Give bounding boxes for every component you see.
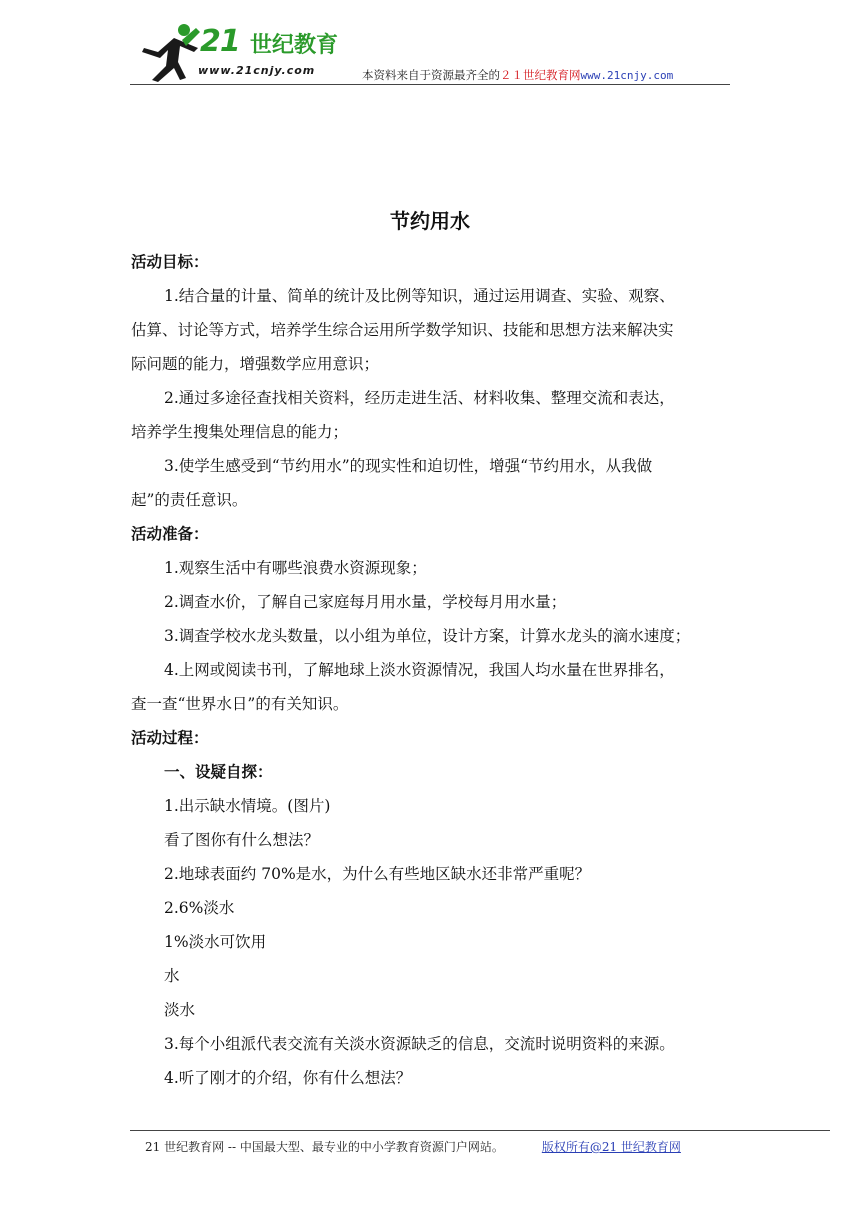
- footer-text: 21 世纪教育网 -- 中国最大型、最专业的中小学教育资源门户网站。: [145, 1140, 504, 1154]
- paragraph-line: 际问题的能力，增强数学应用意识；: [131, 355, 380, 373]
- site-logo[interactable]: [138, 22, 338, 84]
- header-note: [362, 67, 673, 83]
- header-site-name[interactable]: ２１世纪教育网: [500, 68, 581, 82]
- paragraph-line: 1.结合量的计量、简单的统计及比例等知识，通过运用调查、实验、观察、: [164, 287, 675, 305]
- page-header: [0, 0, 860, 90]
- paragraph-line: 2.调查水价，了解自己家庭每月用水量，学校每月用水量；: [164, 593, 567, 611]
- header-site-url[interactable]: www.21cnjy.com: [580, 69, 674, 82]
- paragraph-line: 估算、讨论等方式，培养学生综合运用所学数学知识、技能和思想方法来解决实: [131, 321, 674, 339]
- section-heading: 活动准备：: [131, 525, 209, 543]
- logo-number: 21: [200, 24, 240, 59]
- paragraph-line: 查一查“世界水日”的有关知识。: [131, 695, 349, 713]
- logo-name: 世纪教育: [250, 33, 339, 58]
- footer-copyright-link[interactable]: 版权所有@21 世纪教育网: [541, 1140, 681, 1154]
- page-footer: [145, 1138, 681, 1155]
- logo-url: www.21cnjy.com: [198, 64, 316, 77]
- paragraph-line: 1.观察生活中有哪些浪费水资源现象；: [164, 559, 427, 577]
- paragraph-line: 4.上网或阅读书刊，了解地球上淡水资源情况，我国人均水量在世界排名，: [164, 661, 675, 679]
- paragraph-line: 4.听了刚才的介绍，你有什么想法？: [164, 1069, 412, 1087]
- paragraph-line: 水: [164, 967, 180, 985]
- paragraph-line: 1.出示缺水情境。(图片): [164, 797, 331, 815]
- document-title: 节约用水: [390, 209, 470, 233]
- document-body: [131, 245, 736, 1095]
- paragraph-line: 3.调查学校水龙头数量，以小组为单位，设计方案，计算水龙头的滴水速度；: [164, 627, 691, 645]
- paragraph-line: 看了图你有什么想法？: [164, 831, 320, 849]
- section-heading: 活动目标：: [131, 253, 209, 271]
- paragraph-line: 培养学生搜集处理信息的能力；: [131, 423, 349, 441]
- paragraph-line: 淡水: [164, 1001, 196, 1019]
- footer-divider: [130, 1130, 830, 1131]
- paragraph-line: 2.通过多途径查找相关资料，经历走进生活、材料收集、整理交流和表达，: [164, 389, 675, 407]
- paragraph-line: 2.地球表面约 70%是水，为什么有些地区缺水还非常严重呢？: [164, 865, 591, 883]
- paragraph-line: 2.6%淡水: [164, 899, 235, 917]
- paragraph-line: 起”的责任意识。: [131, 491, 248, 509]
- section-heading: 一、设疑自探：: [164, 763, 273, 781]
- header-divider: [130, 84, 730, 85]
- header-note-prefix: 本资料来自于资源最齐全的: [362, 68, 500, 82]
- paragraph-line: 3.每个小组派代表交流有关淡水资源缺乏的信息，交流时说明资料的来源。: [164, 1035, 675, 1053]
- section-heading: 活动过程：: [131, 729, 209, 747]
- paragraph-line: 1%淡水可饮用: [164, 933, 267, 951]
- paragraph-line: 3.使学生感受到“节约用水”的现实性和迫切性，增强“节约用水，从我做: [164, 457, 653, 475]
